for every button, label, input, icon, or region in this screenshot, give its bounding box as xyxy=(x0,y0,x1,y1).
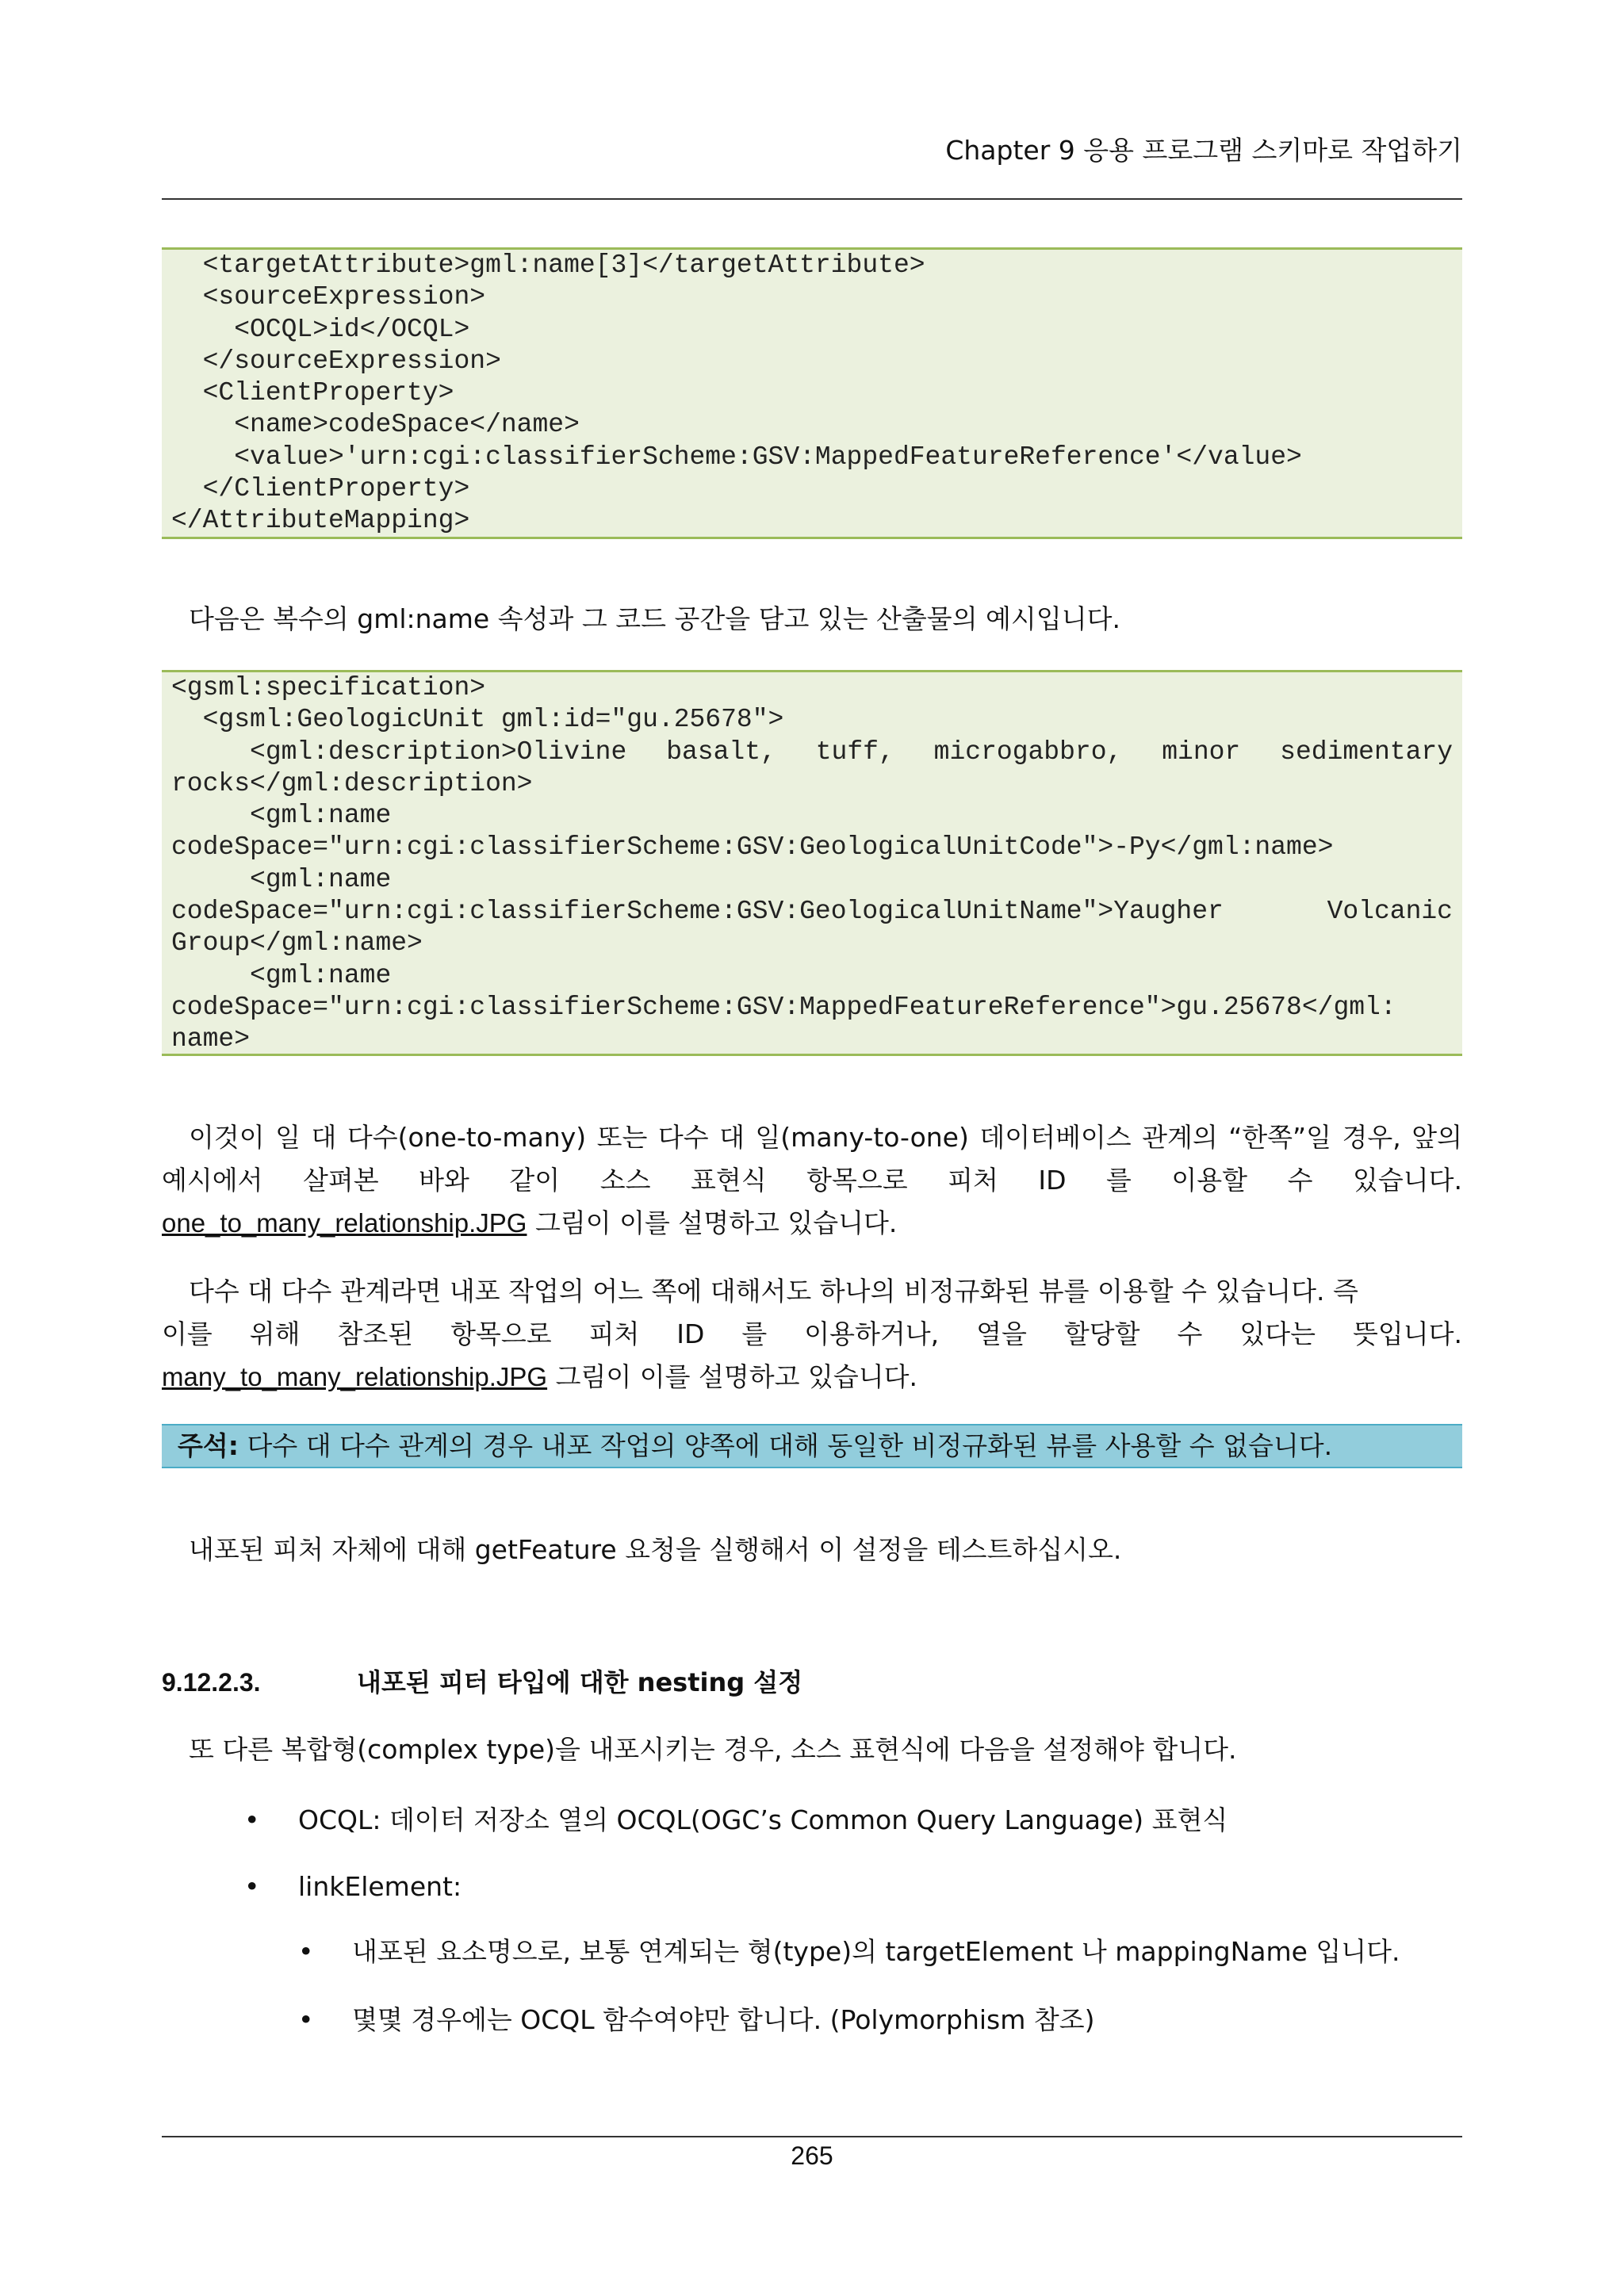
word: 또는 xyxy=(596,1122,648,1153)
word: 할당할 xyxy=(1063,1318,1140,1349)
word: 표현식 xyxy=(690,1165,767,1196)
paragraph-line xyxy=(162,1159,1462,1202)
bullet-symbol: • xyxy=(244,1804,260,1835)
code-word: Volcanic xyxy=(1327,897,1453,927)
code-line: <gsml:specification> xyxy=(171,673,486,702)
word: 앞의 xyxy=(1411,1122,1462,1153)
code-line: <gsml:GeologicUnit gml:id="gu.25678"> xyxy=(171,705,784,735)
word: 같이 xyxy=(509,1165,561,1196)
paragraph-line xyxy=(162,1202,1462,1245)
code-line: Group</gml:name> xyxy=(171,928,423,959)
word: ID xyxy=(1038,1165,1067,1196)
note-box xyxy=(162,1424,1462,1468)
code-line: name> xyxy=(171,1024,251,1054)
word: 열을 xyxy=(976,1318,1027,1349)
code-line: <gml:name xyxy=(171,960,392,990)
code-line: </ClientProperty> xyxy=(171,474,470,504)
paragraph-one-to-many xyxy=(162,1116,1462,1245)
word: 항목으로 xyxy=(450,1318,552,1349)
code-word: sedimentary xyxy=(1280,737,1453,767)
word: 피처 xyxy=(948,1165,998,1196)
note-text: 다수 대 다수 관계의 경우 내포 작업의 양쪽에 대해 동일한 비정규화된 뷰를 사용할 수 없습니다. xyxy=(238,1430,1333,1461)
word: 살펴본 xyxy=(303,1165,379,1196)
word: 있다는 xyxy=(1239,1318,1316,1349)
word: 관계의 xyxy=(1142,1122,1218,1153)
bullet-item-linkelement xyxy=(244,1868,462,1906)
bullet-text: 내포된 요소명으로, 보통 연계되는 형(type)의 targetElement 나 mappingName 입니다. xyxy=(352,1936,1400,1967)
word: “한쪽”일 xyxy=(1228,1122,1332,1153)
section-number: 9.12.2.3. xyxy=(162,1668,261,1697)
word: 있습니다. xyxy=(1352,1165,1462,1196)
code-word: codeSpace="urn:cgi:classifierScheme:GSV:GeologicalUnitName">Yaugher xyxy=(171,897,1224,927)
word: 다수 xyxy=(657,1122,709,1153)
section-title: 내포된 피터 타입에 대한 nesting 설정 xyxy=(357,1667,803,1697)
bullet-symbol: • xyxy=(298,2004,314,2035)
code-line: <name>codeSpace</name> xyxy=(171,410,580,440)
paragraph-line xyxy=(162,1116,1462,1159)
code-block-output-example xyxy=(162,670,1462,1056)
word: 예시에서 xyxy=(162,1165,263,1196)
code-line: <value>'urn:cgi:classifierScheme:GSV:MappedFeatureReference'</value> xyxy=(171,442,1302,472)
word: 위해 xyxy=(249,1318,301,1349)
code-line-justified xyxy=(171,737,1453,768)
code-word: <gml:description>Olivine xyxy=(171,737,627,767)
word: 이용하거나, xyxy=(804,1318,940,1349)
word: 경우, xyxy=(1342,1122,1401,1153)
code-line: </sourceExpression> xyxy=(171,346,501,376)
word: ID xyxy=(676,1318,705,1349)
paragraph-test xyxy=(162,1529,1489,1571)
code-line: <OCQL>id</OCQL> xyxy=(171,314,470,344)
word: 일 xyxy=(275,1122,301,1153)
code-line: rocks</gml:description> xyxy=(171,768,533,798)
word: 다수(one-to-many) xyxy=(347,1122,587,1153)
paragraph-line: 다수 대 다수 관계라면 내포 작업의 어느 쪽에 대해서도 하나의 비정규화된 뷰를 이용할 수 있습니다. 즉 xyxy=(189,1276,1358,1307)
word: 피처 xyxy=(588,1318,640,1349)
code-word: minor xyxy=(1162,737,1241,767)
word: 바와 xyxy=(419,1165,469,1196)
bullet-symbol: • xyxy=(244,1871,260,1902)
paragraph-text: 또 다른 복합형(complex type)을 내포시키는 경우, 소스 표현식에 다음을 설정해야 합니다. xyxy=(189,1734,1237,1765)
word: 항목으로 xyxy=(806,1165,908,1196)
bullet-text: 몇몇 경우에는 OCQL 함수여야만 합니다. (Polymorphism 참조) xyxy=(352,2004,1095,2035)
word: 를 xyxy=(741,1318,768,1349)
word: 소스 xyxy=(599,1165,651,1196)
word: 데이터베이스 xyxy=(979,1122,1132,1153)
code-line: <gml:name xyxy=(171,864,392,894)
code-line: <sourceExpression> xyxy=(171,282,486,312)
code-line: <gml:name xyxy=(171,801,392,831)
many-to-many-image-link[interactable]: many_to_many_relationship.JPG xyxy=(162,1362,548,1391)
bullet-item-ocql xyxy=(244,1801,1228,1839)
paragraph-text: 그림이 이를 설명하고 있습니다. xyxy=(527,1207,898,1238)
word: 이용할 xyxy=(1171,1165,1248,1196)
paragraph-text: 그림이 이를 설명하고 있습니다. xyxy=(547,1361,917,1392)
paragraph-line xyxy=(162,1313,1462,1356)
paragraph-line xyxy=(162,1356,1462,1399)
paragraph-many-to-many xyxy=(162,1270,1462,1399)
bullet-text: OCQL: 데이터 저장소 열의 OCQL(OGC’s Common Query Language) 표현식 xyxy=(298,1804,1228,1835)
bullet-text: linkElement: xyxy=(298,1871,462,1902)
code-line: </AttributeMapping> xyxy=(171,506,470,536)
one-to-many-image-link[interactable]: one_to_many_relationship.JPG xyxy=(162,1208,527,1238)
section-heading xyxy=(162,1663,802,1701)
word: 를 xyxy=(1106,1165,1132,1196)
header-rule xyxy=(162,198,1462,200)
code-line-justified xyxy=(171,896,1453,928)
page-header-title: Chapter 9 응용 프로그램 스키마로 작업하기 xyxy=(945,135,1462,166)
word: 이를 xyxy=(162,1318,213,1349)
sub-bullet-item-ocql-function xyxy=(298,2001,1095,2039)
paragraph-complex-type xyxy=(162,1728,1489,1771)
bullet-symbol: • xyxy=(298,1936,314,1967)
code-word: microgabbro, xyxy=(933,737,1123,767)
word: 수 xyxy=(1177,1318,1203,1349)
word: 수 xyxy=(1287,1165,1313,1196)
word: 대 xyxy=(719,1122,745,1153)
word: 대 xyxy=(311,1122,337,1153)
word: 참조된 xyxy=(337,1318,414,1349)
code-line: codeSpace="urn:cgi:classifierScheme:GSV:MappedFeatureReference">gu.25678</gml: xyxy=(171,992,1396,1022)
paragraph-text: 다음은 복수의 gml:name 속성과 그 코드 공간을 담고 있는 산출물의 예시입니다. xyxy=(189,603,1120,634)
word: 일(many-to-one) xyxy=(755,1122,969,1153)
code-line: <targetAttribute>gml:name[3]</targetAttribute> xyxy=(171,251,925,280)
word: 뜻입니다. xyxy=(1352,1318,1462,1349)
note-label: 주석: xyxy=(178,1430,239,1461)
paragraph-text: 내포된 피처 자체에 대해 getFeature 요청을 실행해서 이 설정을 테스트하십시오. xyxy=(189,1534,1122,1565)
code-block-attribute-mapping xyxy=(162,247,1462,539)
code-word: tuff, xyxy=(815,737,894,767)
sub-bullet-item-nested-element xyxy=(298,1933,1400,1971)
page-number: 265 xyxy=(791,2141,833,2170)
word: 이것이 xyxy=(189,1122,265,1153)
paragraph-intro xyxy=(162,598,1489,641)
code-line: codeSpace="urn:cgi:classifierScheme:GSV:GeologicalUnitCode">-Py</gml:name> xyxy=(171,832,1334,863)
code-word: basalt, xyxy=(666,737,776,767)
code-line: <ClientProperty> xyxy=(171,378,454,408)
